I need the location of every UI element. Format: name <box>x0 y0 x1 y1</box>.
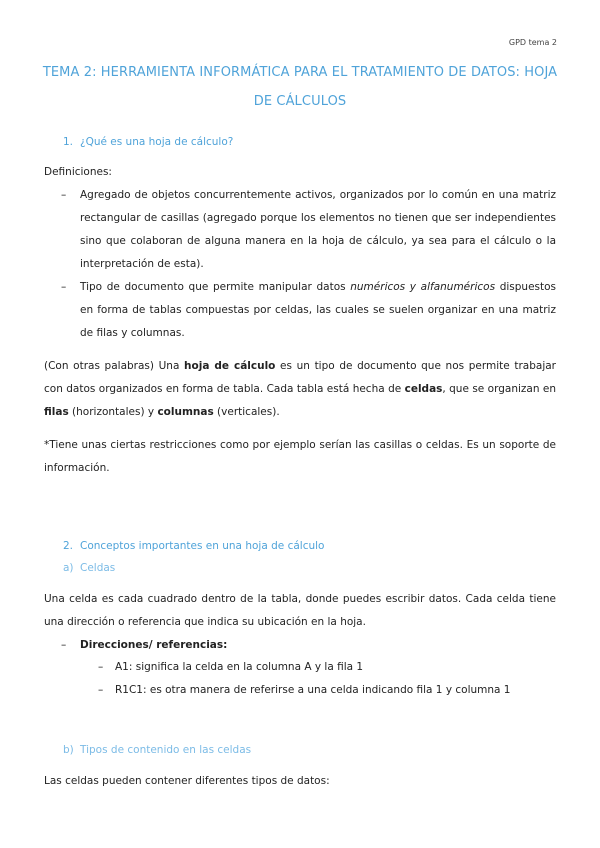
direcciones-item <box>61 634 556 657</box>
dash-bullet: – <box>98 684 104 696</box>
definition-paragraph: (Con otras palabras) Una hoja de cálculo es un tipo de documento que nos permite trabajar con datos organizados en forma de tabla. Cada tabla está hecha de celdas, que se organizan en filas (horizontales) y columnas (verticales). <box>44 360 557 418</box>
dash-bullet: – <box>61 189 67 201</box>
definition-item-2 <box>61 276 556 345</box>
section-1-number: 1. <box>63 136 74 148</box>
bold-term: columnas <box>157 406 214 418</box>
subsection-a-letter: a) <box>63 562 74 574</box>
dash-bullet: – <box>98 661 104 673</box>
bold-term: filas <box>44 406 69 418</box>
document-title: TEMA 2: HERRAMIENTA INFORMÁTICA PARA EL TRATAMIENTO DE DATOS: HOJA DE CÁLCULOS <box>42 65 558 109</box>
subsection-b-title: Tipos de contenido en las celdas <box>80 744 252 756</box>
page-header: GPD tema 2 <box>508 38 557 47</box>
bold-term: celdas <box>404 383 443 395</box>
section-1-heading <box>63 136 233 148</box>
definition-item-1-text: Agregado de objetos concurrentemente activos, organizados por lo común en una matriz rectangular de casillas (agregado porque los elementos no tienen que ser independientes sino que colaboran de alguna manera en la hoja de cálculo, ya sea para el cálculo o la interpretación de esta). <box>80 189 556 270</box>
section-2-heading <box>63 540 324 552</box>
reference-item-2 <box>98 679 510 702</box>
bold-term: hoja de cálculo <box>184 360 276 372</box>
definition-item-2-text: Tipo de documento que permite manipular datos numéricos y alfanuméricos dispuestos en forma de tablas compuestas por celdas, las cuales se suelen organizar en una matriz de filas y columnas. <box>80 281 557 339</box>
celdas-paragraph: Una celda es cada cuadrado dentro de la tabla, donde puedes escribir datos. Cada celda tiene una dirección o referencia que indica su ubicación en la hoja. <box>44 593 556 628</box>
subsection-a-heading <box>63 562 115 574</box>
dash-bullet: – <box>61 639 67 651</box>
reference-item-1 <box>98 656 363 679</box>
subsection-a-title: Celdas <box>80 562 116 574</box>
dash-bullet: – <box>61 281 67 293</box>
definitions-label: Definiciones: <box>44 166 112 178</box>
section-2-title: Conceptos importantes en una hoja de cálculo <box>80 540 325 552</box>
reference-item-1-text: A1: significa la celda en la columna A y la fila 1 <box>115 661 364 673</box>
section-1-title: ¿Qué es una hoja de cálculo? <box>80 136 234 148</box>
subsection-b-heading <box>63 744 251 756</box>
note-paragraph: *Tiene unas ciertas restricciones como por ejemplo serían las casillas o celdas. Es un soporte de información. <box>44 439 556 474</box>
emphasis-text: numéricos y alfanuméricos <box>350 281 496 293</box>
reference-item-2-text: R1C1: es otra manera de referirse a una celda indicando fila 1 y columna 1 <box>115 684 511 696</box>
definition-item-1 <box>61 184 556 276</box>
direcciones-label: Direcciones/ referencias: <box>80 639 228 651</box>
section-2-number: 2. <box>63 540 74 552</box>
tipos-paragraph: Las celdas pueden contener diferentes tipos de datos: <box>44 775 330 787</box>
subsection-b-letter: b) <box>63 744 74 756</box>
